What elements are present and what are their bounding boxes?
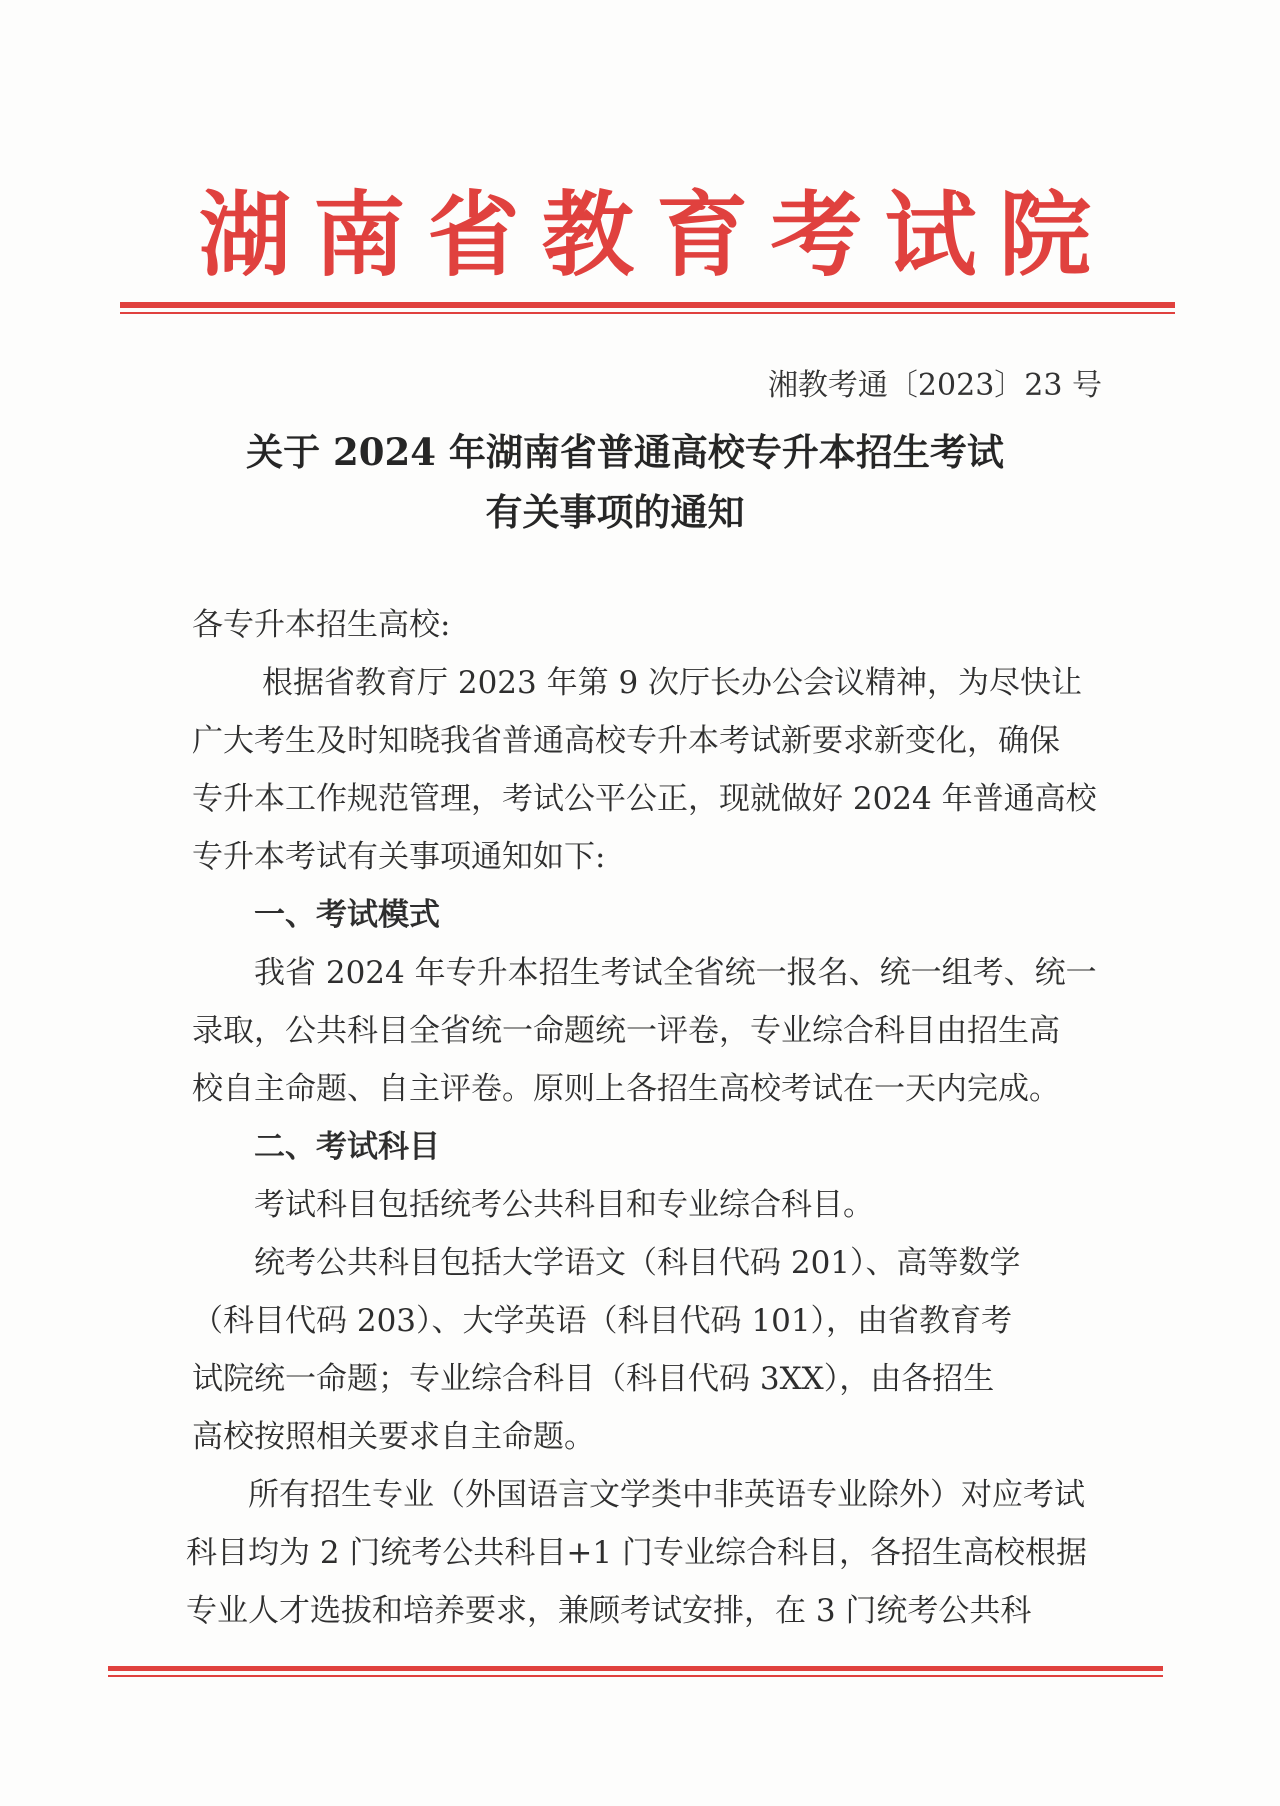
document-number: 湘教考通〔2023〕23 号 bbox=[767, 368, 1102, 403]
section-2-heading: 二、考试科目 bbox=[254, 1129, 440, 1165]
salutation: 各专升本招生高校: bbox=[192, 607, 451, 643]
letterhead-char: 省 bbox=[427, 181, 520, 289]
section-2-line: 高校按照相关要求自主命题。 bbox=[192, 1419, 595, 1455]
letterhead-char: 湖 bbox=[198, 181, 291, 289]
section-2-line: 专业人才选拔和培养要求，兼顾考试安排，在 3 门统考公共科 bbox=[186, 1593, 1032, 1629]
section-2-line: 科目均为 2 门统考公共科目+1 门专业综合科目，各招生高校根据 bbox=[186, 1535, 1087, 1571]
section-1-line: 校自主命题、自主评卷。原则上各招生高校考试在一天内完成。 bbox=[192, 1071, 1060, 1107]
header-divider bbox=[120, 302, 1175, 308]
letterhead-char: 试 bbox=[884, 181, 977, 289]
section-1-paragraph bbox=[192, 944, 1102, 1118]
header-divider-thin bbox=[120, 312, 1175, 314]
letterhead-char: 育 bbox=[656, 181, 749, 289]
letterhead-char: 院 bbox=[998, 181, 1091, 289]
intro-paragraph bbox=[192, 654, 1102, 886]
section-1-line: 我省 2024 年专升本招生考试全省统一报名、统一组考、统一 bbox=[254, 955, 1097, 991]
section-2-line: 试院统一命题；专业综合科目（科目代码 3XX），由各招生 bbox=[192, 1361, 995, 1397]
section-2-paragraph-2 bbox=[192, 1234, 1102, 1466]
intro-line: 广大考生及时知晓我省普通高校专升本考试新要求新变化，确保 bbox=[192, 723, 1060, 759]
section-1-line: 录取，公共科目全省统一命题统一评卷，专业综合科目由招生高 bbox=[192, 1013, 1060, 1049]
letterhead-char: 教 bbox=[541, 181, 634, 289]
intro-line: 根据省教育厅 2023 年第 9 次厅长办公会议精神，为尽快让 bbox=[262, 665, 1083, 701]
section-1-heading: 一、考试模式 bbox=[254, 897, 440, 933]
section-2-line: 所有招生专业（外国语言文学类中非英语专业除外）对应考试 bbox=[248, 1477, 1085, 1513]
org-letterhead bbox=[190, 168, 1100, 288]
document-title-line-2: 有关事项的通知 bbox=[485, 490, 745, 534]
section-2-line: （科目代码 203）、大学英语（科目代码 101），由省教育考 bbox=[192, 1303, 1013, 1339]
footer-divider bbox=[108, 1666, 1163, 1671]
document-title-line-1: 关于 2024 年湖南省普通高校专升本招生考试 bbox=[246, 430, 1004, 474]
section-2-paragraph-3 bbox=[186, 1466, 1096, 1640]
intro-line: 专升本考试有关事项通知如下: bbox=[192, 839, 606, 875]
letterhead-char: 南 bbox=[313, 181, 406, 289]
footer-divider-thin bbox=[108, 1675, 1163, 1677]
letterhead-char: 考 bbox=[770, 181, 863, 289]
intro-line: 专升本工作规范管理，考试公平公正，现就做好 2024 年普通高校 bbox=[192, 781, 1097, 817]
section-2-line: 统考公共科目包括大学语文（科目代码 201）、高等数学 bbox=[254, 1245, 1021, 1281]
section-2-intro: 考试科目包括统考公共科目和专业综合科目。 bbox=[254, 1187, 874, 1223]
